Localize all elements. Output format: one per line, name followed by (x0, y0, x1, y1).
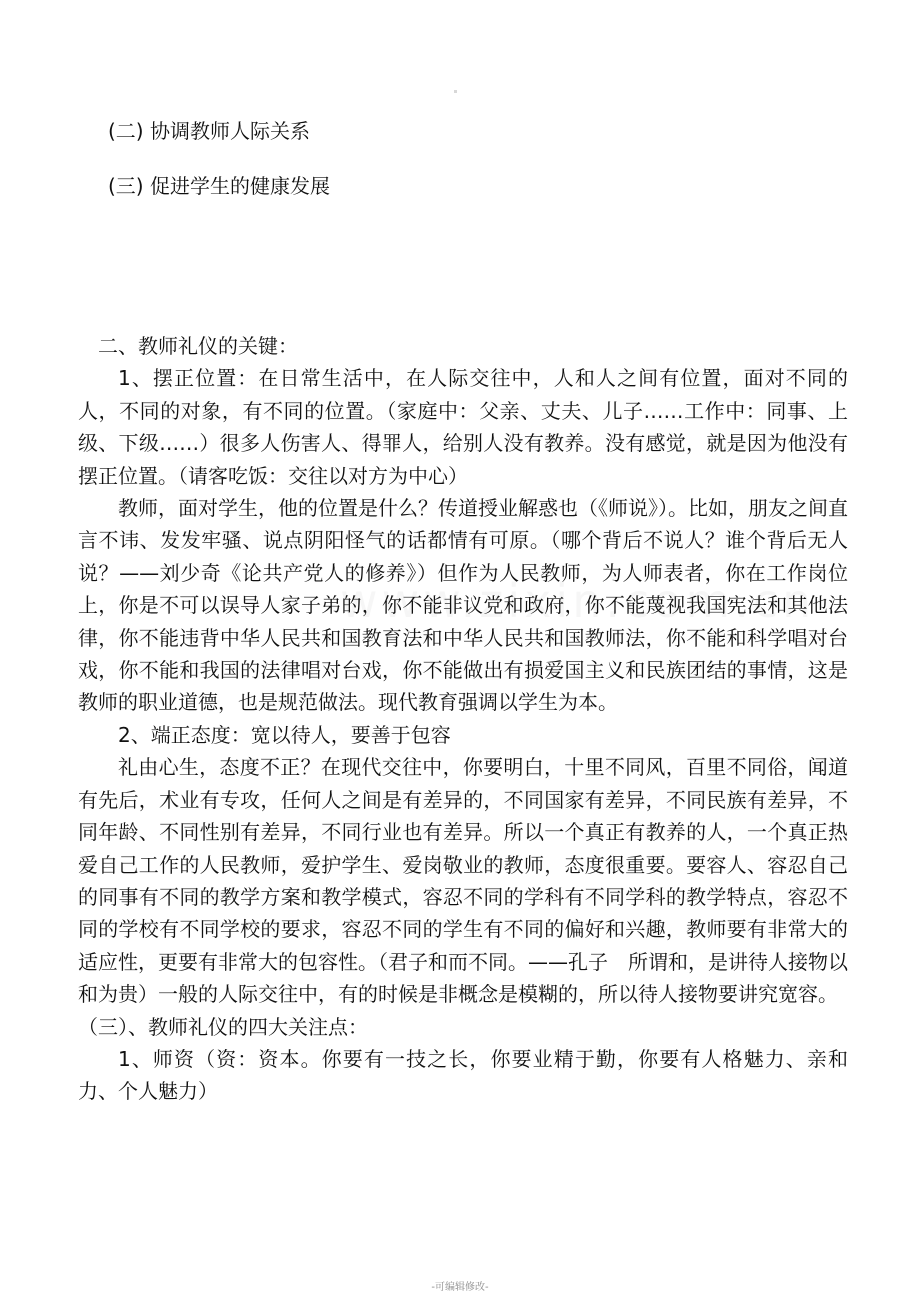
paragraph-position: 1、摆正位置：在日常生活中，在人际交往中，人和人之间有位置，面对不同的人，不同的对象，有不同的位置。（家庭中：父亲、丈夫、儿子……工作中：同事、上级、下级……）很多人伤害人、得罪人，给别人没有教养。没有感觉，就是因为他没有摆正位置。（请客吃饭：交往以对方为中心） (78, 366, 848, 488)
outline-item-3: (三) 促进学生的健康发展 (108, 174, 330, 198)
paragraph-attitude: 礼由心生，态度不正？在现代交往中，你要明白，十里不同风，百里不同俗，闻道有先后，术业有专攻，任何人之间是有差异的，不同国家有差异，不同民族有差异，不同年龄、不同性别有差异，不同行业也有差异。所以一个真正有教养的人，一个真正热爱自己工作的人民教师，爱护学生、爱岗敬业的教师，态度很重要。要容人、容忍自己的同事有不同的教学方案和教学模式，容忍不同的学科有不同学科的教学特点，容忍不同的学校有不同学校的要求，容忍不同的学生有不同的偏好和兴趣，教师要有非常大的适应性，更要有非常大的包容性。（君子和而不同。——孔子 所谓和，是讲待人接物以和为贵）一般的人际交往中，有的时候是非概念是模糊的，所以待人接物要讲究宽容。 (78, 755, 848, 1007)
paragraph-teacher-role: 教师，面对学生，他的位置是什么？传道授业解惑也（《师说》）。比如，朋友之间直言不讳、发发牢骚、说点阴阳怪气的话都情有可原。（哪个背后不说人？谁个背后无人说？——刘少奇《论共产党人的修养》）但作为人民教师，为人师表者，你在工作岗位上，你是不可以误导人家子弟的，你不能非议党和政府，你不能蔑视我国宪法和其他法律，你不能违背中华人民共和国教育法和中华人民共和国教师法，你不能和科学唱对台戏，你不能和我国的法律唱对台戏，你不能做出有损爱国主义和民族团结的事情，这是教师的职业道德，也是规范做法。现代教育强调以学生为本。 (78, 496, 848, 715)
header-mark (454, 90, 457, 93)
outline-item-2: (二) 协调教师人际关系 (108, 119, 310, 143)
page-footer: -可编辑修改- (431, 1282, 489, 1293)
section-two-heading: 二、教师礼仪的关键： (98, 334, 298, 358)
section-three-heading: （三）、教师礼仪的四大关注点： (78, 1014, 368, 1039)
paragraph-attitude-heading: 2、端正态度：宽以待人，要善于包容 (118, 722, 451, 747)
body-text (78, 330, 848, 1108)
paragraph-qualification: 1、师资（资：资本。你要有一技之长，你要业精于勤，你要有人格魅力、亲和力、个人魅力） (78, 1046, 848, 1104)
